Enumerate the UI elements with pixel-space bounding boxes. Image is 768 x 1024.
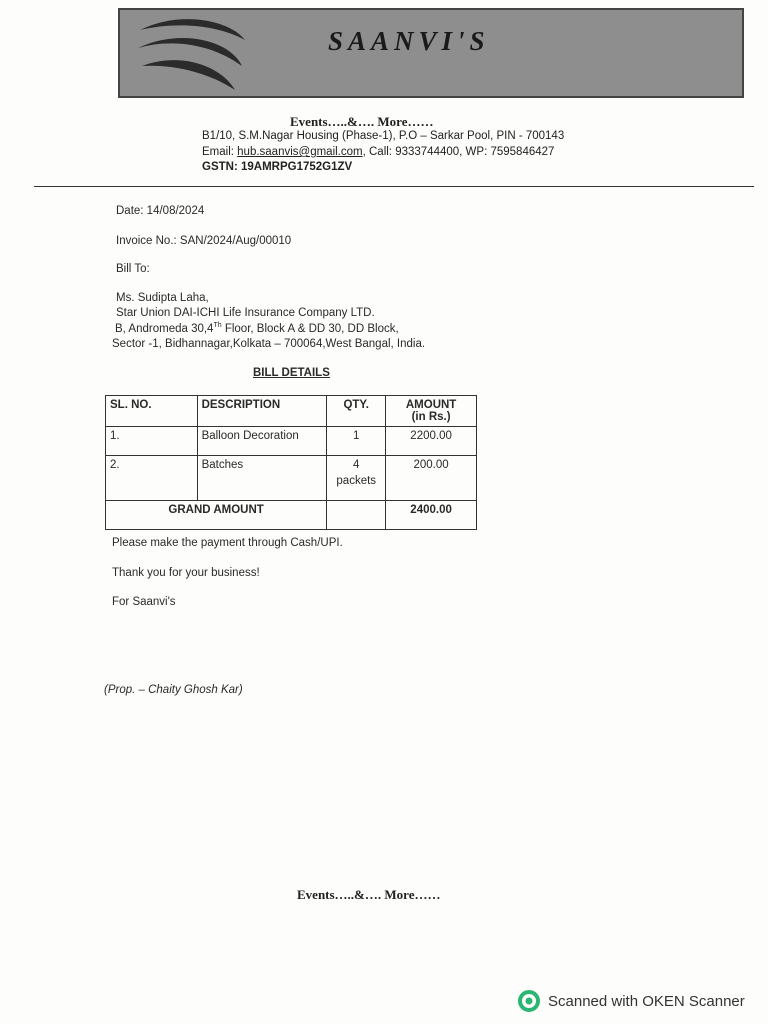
row-sl-no: 1.	[106, 427, 198, 456]
bill-to-address-1: B, Andromeda 30,4Th Floor, Block A & DD 30, DD Block,	[115, 322, 399, 335]
bill-details-heading: BILL DETAILS	[253, 367, 330, 379]
grand-total-row	[106, 501, 477, 530]
row-qty: 1	[327, 427, 386, 456]
oken-scanner-logo-icon	[518, 990, 540, 1012]
row-sl-no: 2.	[106, 456, 198, 501]
letterhead-banner	[118, 8, 744, 98]
table-header-row	[106, 396, 477, 427]
scanner-watermark	[518, 990, 745, 1012]
row-description: Balloon Decoration	[197, 427, 327, 456]
bill-to-company: Star Union DAI-ICHI Life Insurance Company LTD.	[116, 307, 375, 319]
gstn-number: GSTN: 19AMRPG1752G1ZV	[202, 161, 353, 173]
header-description: DESCRIPTION	[197, 396, 327, 427]
bill-table	[105, 395, 477, 530]
address-line: B1/10, S.M.Nagar Housing (Phase-1), P.O – Sarkar Pool, PIN - 700143	[202, 130, 565, 142]
row-description: Batches	[197, 456, 327, 501]
tagline-top: Events…..&…. More……	[290, 114, 434, 129]
row-amount: 2200.00	[386, 427, 477, 456]
grand-qty-empty	[327, 501, 386, 530]
brand-name: SAANVI'S	[328, 26, 490, 56]
bill-to-name: Ms. Sudipta Laha,	[116, 292, 209, 304]
contact-line	[202, 146, 554, 158]
row-qty: 4 packets	[327, 456, 386, 501]
grand-amount-label: GRAND AMOUNT	[106, 501, 327, 530]
table-row	[106, 427, 477, 456]
phone-numbers: , Call: 9333744400, WP: 7595846427	[362, 146, 555, 158]
scanner-label: Scanned with OKEN Scanner	[548, 992, 745, 1010]
tagline-bottom: Events…..&…. More……	[297, 887, 441, 902]
email-label: Email:	[202, 146, 238, 158]
invoice-number: Invoice No.: SAN/2024/Aug/00010	[116, 235, 292, 247]
grand-amount-value: 2400.00	[386, 501, 477, 530]
payment-note: Please make the payment through Cash/UPI.	[112, 537, 343, 549]
header-divider	[34, 186, 754, 187]
row-amount: 200.00	[386, 456, 477, 501]
thanks-note: Thank you for your business!	[112, 567, 260, 579]
header-qty: QTY.	[327, 396, 386, 427]
bill-to-label: Bill To:	[116, 263, 150, 275]
table-row	[106, 456, 477, 501]
proprietor-signature-line: (Prop. – Chaity Ghosh Kar)	[104, 684, 243, 696]
invoice-date: Date: 14/08/2024	[116, 205, 205, 217]
header-amount: AMOUNT (in Rs.)	[386, 396, 477, 427]
email-link[interactable]: hub.saanvis@gmail.com	[237, 146, 363, 158]
bill-to-address-2: Sector -1, Bidhannagar,Kolkata – 700064,West Bangal, India.	[112, 338, 426, 350]
for-company: For Saanvi's	[112, 596, 176, 608]
header-sl-no: SL. NO.	[106, 396, 198, 427]
